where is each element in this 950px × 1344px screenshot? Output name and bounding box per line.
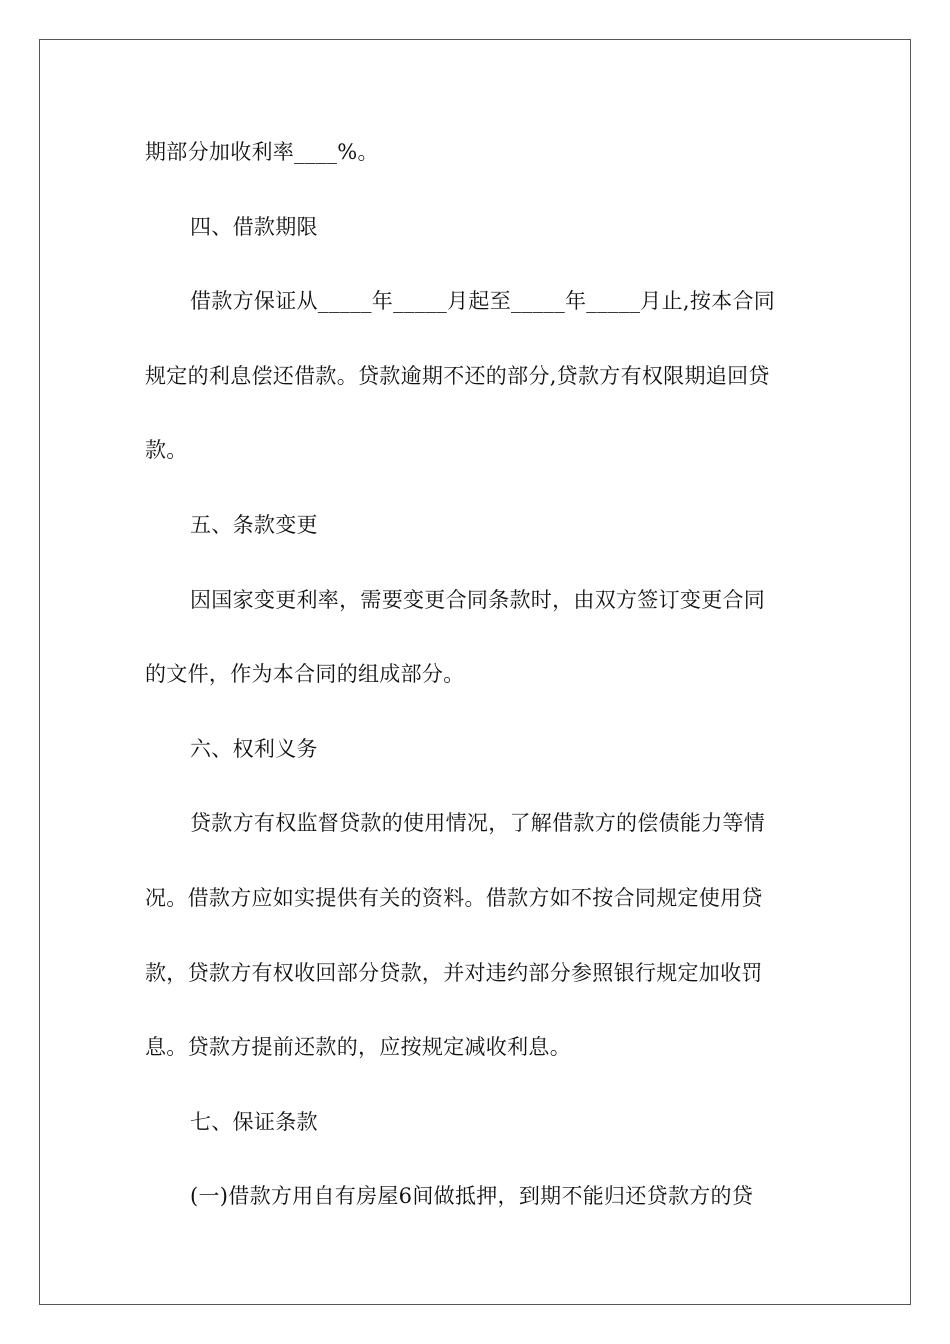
text-line: 款。 <box>145 438 188 463</box>
text-line: 规定的利息偿还借款。贷款逾期不还的部分,贷款方有权限期追回贷 <box>145 363 770 388</box>
text-line: 况。借款方应如实提供有关的资料。借款方如不按合同规定使用贷 <box>145 885 763 910</box>
text-line: 的文件，作为本合同的组成部分。 <box>145 662 465 687</box>
text-line: 期部分加收利率____%。 <box>145 140 379 164</box>
section-heading-rights: 六、权利义务 <box>190 736 318 761</box>
text-line: 因国家变更利率，需要变更合同条款时，由双方签订变更合同 <box>190 587 766 612</box>
section-heading-guarantee: 七、保证条款 <box>190 1109 318 1134</box>
text-line: 借款方保证从_____年_____月起至_____年_____月止,按本合同 <box>190 289 776 314</box>
section-heading-term: 四、借款期限 <box>190 214 318 239</box>
text-line: 息。贷款方提前还款的，应按规定减收利息。 <box>145 1035 571 1060</box>
section-heading-amendment: 五、条款变更 <box>190 512 318 537</box>
text-line: 贷款方有权监督贷款的使用情况，了解借款方的偿债能力等情 <box>190 811 766 836</box>
document-body <box>145 128 805 1247</box>
text-line: (一)借款方用自有房屋6间做抵押，到期不能归还贷款方的贷 <box>190 1184 754 1209</box>
text-line: 款，贷款方有权收回部分贷款，并对违约部分参照银行规定加收罚 <box>145 960 763 985</box>
